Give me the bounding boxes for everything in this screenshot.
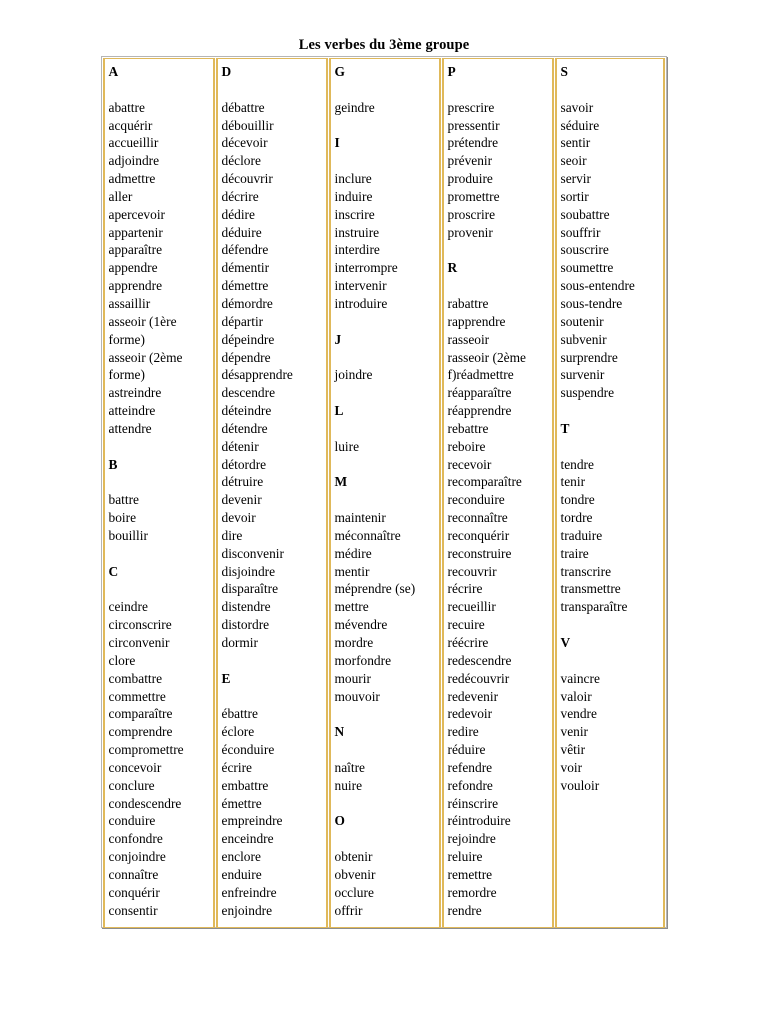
blank-line [335, 384, 439, 402]
letter-heading: O [334, 813, 345, 829]
letter-heading: D [221, 64, 232, 79]
verb-entry: devenir [221, 492, 262, 508]
verb-entry: conquérir [108, 884, 160, 900]
verb-entry: rendre [447, 902, 482, 918]
verb-entry: réapparaître [447, 385, 512, 401]
letter-heading: M [334, 474, 348, 490]
verb-entry: abattre [108, 99, 145, 115]
page-title: Les verbes du 3ème groupe [298, 37, 470, 53]
verb-entry: circonvenir [108, 635, 170, 650]
verb-entry: débattre [221, 99, 265, 115]
verb-entry: remordre [447, 884, 497, 900]
verb-entry: départir [221, 313, 264, 329]
blank-line [448, 81, 552, 99]
verb-entry: empreindre [221, 813, 283, 829]
letter-heading: R [447, 260, 458, 276]
verb-entry: déduire [221, 224, 262, 240]
verb-entry: reconstruire [447, 545, 512, 561]
verb-entry: décevoir [221, 135, 268, 151]
verb-entry: remettre [447, 866, 493, 882]
column-s-t-v [555, 58, 665, 928]
letter-heading: J [334, 331, 342, 347]
verb-entry: introduire [334, 295, 388, 311]
verb-entry: interrompre [334, 260, 398, 276]
blank-line [335, 795, 439, 813]
verb-entry: boire [108, 510, 137, 526]
verb-entry: déteindre [221, 403, 272, 419]
blank-line [335, 349, 439, 367]
verb-entry: démordre [221, 295, 273, 311]
letter-heading: V [560, 635, 571, 650]
blank-line [335, 81, 439, 99]
verb-entry: connaître [108, 866, 159, 882]
verb-entry: clore [108, 652, 136, 668]
letter-heading: B [108, 456, 118, 472]
verb-entry: rapprendre [447, 313, 506, 329]
verb-entry: appendre [108, 260, 158, 276]
verb-entry: apprendre [108, 278, 163, 294]
verb-entry: voir [560, 759, 583, 775]
verb-entry: distordre [221, 617, 270, 633]
column-g-to-o [329, 58, 441, 928]
verb-entry: vouloir [560, 777, 600, 793]
verb-entry: servir [560, 171, 591, 187]
verb-entry: refendre [447, 759, 493, 775]
verb-entry: rasseoir [447, 331, 490, 347]
verb-entry: circonscrire [108, 617, 172, 633]
verb-entry: enduire [221, 866, 262, 882]
verb-entry: détenir [221, 438, 259, 454]
verb-entry: rabattre [447, 295, 489, 311]
verb-entry: sentir [560, 135, 591, 151]
verb-entry: enfreindre [221, 884, 277, 900]
blank-line [222, 688, 326, 706]
verb-entry: dédire [221, 206, 255, 222]
verb-entry: provenir [447, 224, 493, 240]
verb-entry: médire [334, 545, 372, 561]
letter-heading: L [334, 403, 344, 419]
verb-entry: reconduire [447, 492, 505, 508]
verb-entry: pressentir [447, 117, 500, 133]
verb-entry: déclore [221, 153, 261, 169]
verb-entry: descendre [221, 385, 276, 401]
verb-entry: joindre [334, 367, 373, 383]
verb-entry: détendre [221, 420, 268, 436]
blank-line [335, 313, 439, 331]
verb-entry: atteindre [108, 403, 156, 419]
verb-entry: offrir [334, 902, 363, 918]
verb-entry: appartenir [108, 224, 163, 240]
verb-entry: comprendre [108, 724, 173, 740]
verb-entry: disparaître [221, 581, 279, 597]
verb-entry: comparaître [108, 706, 173, 722]
verb-entry: forme) [108, 331, 145, 347]
verb-entry: dépendre [221, 349, 271, 365]
verb-entry: embattre [221, 777, 269, 793]
verb-entry: geindre [334, 99, 375, 115]
verb-entry: soutenir [560, 313, 604, 329]
verb-entry: tondre [560, 492, 595, 508]
verb-entry: mouvoir [334, 688, 380, 704]
verb-entry: méprendre (se) [334, 581, 416, 597]
verb-entry: rejoindre [447, 831, 496, 847]
verb-entry: mordre [334, 635, 374, 650]
verb-entry: réduire [447, 742, 486, 758]
verb-entry: conduire [108, 813, 156, 829]
verb-entry: intervenir [334, 278, 387, 294]
verb-entry: maintenir [334, 510, 386, 526]
verb-entry: dormir [221, 635, 258, 650]
verb-entry: soumettre [560, 260, 614, 276]
verb-entry: acquérir [108, 117, 153, 133]
blank-line [561, 616, 663, 634]
verb-entry: défendre [221, 242, 269, 258]
verb-entry: forme) [108, 367, 145, 383]
verb-entry: émettre [221, 795, 262, 811]
verb-entry: démentir [221, 260, 270, 276]
verb-entry: redescendre [447, 652, 512, 668]
verb-entry: rebattre [447, 420, 489, 436]
verb-entry: mourir [334, 670, 371, 686]
verb-entry: réapprendre [447, 403, 512, 419]
verb-entry: morfondre [334, 652, 392, 668]
verb-entry: enclore [221, 849, 261, 865]
verb-entry: asseoir (2ème [108, 349, 183, 365]
verb-entry: proscrire [447, 206, 496, 222]
blank-line [222, 652, 326, 670]
verb-entry: dépeindre [221, 331, 275, 347]
letter-heading: P [447, 64, 456, 79]
verb-entry: disconvenir [221, 545, 284, 561]
blank-line [335, 420, 439, 438]
verb-entry: écrire [221, 759, 252, 775]
blank-line [335, 117, 439, 135]
verb-entry: débouillir [221, 117, 274, 133]
blank-line [335, 705, 439, 723]
verb-entry: recueillir [447, 599, 496, 615]
verb-entry: tendre [560, 456, 594, 472]
verb-entry: venir [560, 724, 589, 740]
verb-entry: suspendre [560, 385, 615, 401]
verb-entry: obtenir [334, 849, 373, 865]
blank-line [109, 580, 213, 598]
letter-heading: I [334, 135, 340, 151]
verb-entry: souscrire [560, 242, 609, 258]
verb-entry: redécouvrir [447, 670, 510, 686]
blank-line [109, 438, 213, 456]
blank-line [335, 491, 439, 509]
verb-entry: séduire [560, 117, 600, 133]
verb-entry: vêtir [560, 742, 586, 758]
blank-line [561, 81, 663, 99]
verb-entry: concevoir [108, 759, 162, 775]
verb-entry: luire [334, 438, 360, 454]
verb-entry: éconduire [221, 742, 275, 758]
blank-line [335, 456, 439, 474]
verb-entry: détordre [221, 456, 267, 472]
letter-heading: A [108, 64, 119, 79]
blank-line [448, 277, 552, 295]
verb-entry: disjoindre [221, 563, 276, 579]
blank-line [561, 438, 663, 456]
letter-heading: N [334, 724, 345, 740]
verb-entry: instruire [334, 224, 380, 240]
letter-heading: S [560, 64, 568, 79]
verb-entry: redevenir [447, 688, 499, 704]
verb-entry: enjoindre [221, 902, 273, 918]
verb-entry: consentir [108, 902, 158, 918]
verb-entry: naître [334, 759, 365, 775]
blank-line [109, 473, 213, 491]
verb-entry: reconquérir [447, 527, 510, 543]
letter-heading: G [334, 64, 345, 79]
verb-entry: adjoindre [108, 153, 160, 169]
verb-entry: bouillir [108, 527, 148, 543]
verb-entry: transcrire [560, 563, 612, 579]
verb-entry: subvenir [560, 331, 607, 347]
verb-entry: devoir [221, 510, 256, 526]
blank-line [335, 830, 439, 848]
blank-line [109, 545, 213, 563]
verb-entry: nuire [334, 777, 363, 793]
verb-entry: mettre [334, 599, 369, 615]
verb-table [101, 56, 667, 928]
verb-entry: interdire [334, 242, 380, 258]
verb-entry: astreindre [108, 385, 162, 401]
verb-entry: reconnaître [447, 510, 508, 526]
verb-entry: refondre [447, 777, 493, 793]
letter-heading: E [221, 670, 231, 686]
verb-entry: produire [447, 171, 493, 187]
verb-entry: réinscrire [447, 795, 499, 811]
verb-entry: condescendre [108, 795, 182, 811]
verb-entry: recuire [447, 617, 485, 633]
verb-entry: assaillir [108, 295, 151, 311]
blank-line [561, 402, 663, 420]
blank-line [561, 652, 663, 670]
column-d-e [216, 58, 328, 928]
verb-entry: traduire [560, 527, 603, 543]
verb-entry: conjoindre [108, 849, 166, 865]
verb-entry: recevoir [447, 456, 492, 472]
blank-line [335, 152, 439, 170]
verb-entry: compromettre [108, 742, 184, 758]
verb-entry: distendre [221, 599, 271, 615]
verb-entry: réintroduire [447, 813, 511, 829]
verb-entry: rasseoir (2ème [447, 349, 526, 365]
verb-entry: asseoir (1ère [108, 313, 177, 329]
verb-entry: transmettre [560, 581, 621, 597]
verb-entry: mentir [334, 563, 370, 579]
verb-entry: accueillir [108, 135, 159, 151]
verb-entry: mévendre [334, 617, 388, 633]
verb-entry: désapprendre [221, 367, 293, 383]
verb-entry: admettre [108, 171, 156, 187]
verb-entry: tenir [560, 474, 586, 490]
verb-entry: ébattre [221, 706, 258, 722]
verb-entry: vendre [560, 706, 597, 722]
verb-entry: enceindre [221, 831, 274, 847]
verb-entry: attendre [108, 420, 152, 436]
verb-entry: sortir [560, 188, 589, 204]
verb-entry: éclore [221, 724, 255, 740]
blank-line [222, 81, 326, 99]
verb-entry: obvenir [334, 866, 376, 882]
verb-entry: battre [108, 492, 139, 508]
verb-entry: réécrire [447, 635, 489, 650]
blank-line [335, 741, 439, 759]
verb-entry: redire [447, 724, 479, 740]
verb-entry: prétendre [447, 135, 499, 151]
verb-entry: inscrire [334, 206, 375, 222]
verb-entry: sous-entendre [560, 278, 635, 294]
verb-entry: décrire [221, 188, 259, 204]
verb-entry: recomparaître [447, 474, 522, 490]
verb-entry: traire [560, 545, 589, 561]
blank-line [109, 81, 213, 99]
verb-entry: recouvrir [447, 563, 497, 579]
verb-entry: tordre [560, 510, 593, 526]
verb-entry: prescrire [447, 99, 495, 115]
verb-entry: apercevoir [108, 206, 165, 222]
verb-entry: promettre [447, 188, 500, 204]
verb-entry: dire [221, 527, 243, 543]
verb-entry: sous-tendre [560, 295, 623, 311]
verb-entry: combattre [108, 670, 163, 686]
verb-entry: récrire [447, 581, 483, 597]
letter-heading: C [108, 563, 119, 579]
verb-entry: souffrir [560, 224, 601, 240]
verb-entry: conclure [108, 777, 155, 793]
verb-entry: f)réadmettre [447, 367, 514, 383]
verb-entry: aller [108, 188, 133, 204]
verb-entry: inclure [334, 171, 372, 187]
verb-entry: occlure [334, 884, 374, 900]
column-a-b-c [103, 58, 215, 928]
verb-entry: méconnaître [334, 527, 401, 543]
verb-entry: redevoir [447, 706, 493, 722]
blank-line [448, 241, 552, 259]
verb-entry: seoir [560, 153, 587, 169]
verb-entry: reluire [447, 849, 483, 865]
verb-entry: savoir [560, 99, 594, 115]
verb-entry: valoir [560, 688, 592, 704]
verb-entry: survenir [560, 367, 605, 383]
verb-entry: prévenir [447, 153, 493, 169]
verb-entry: vaincre [560, 670, 600, 686]
verb-entry: induire [334, 188, 373, 204]
verb-entry: confondre [108, 831, 163, 847]
verb-entry: commettre [108, 688, 166, 704]
verb-entry: soubattre [560, 206, 610, 222]
verb-entry: ceindre [108, 599, 148, 615]
verb-entry: découvrir [221, 171, 273, 187]
verb-entry: détruire [221, 474, 264, 490]
verb-entry: transparaître [560, 599, 628, 615]
letter-heading: T [560, 420, 570, 436]
verb-entry: démettre [221, 278, 269, 294]
verb-entry: apparaître [108, 242, 163, 258]
column-p-r [442, 58, 554, 928]
verb-entry: surprendre [560, 349, 618, 365]
verb-entry: reboire [447, 438, 486, 454]
